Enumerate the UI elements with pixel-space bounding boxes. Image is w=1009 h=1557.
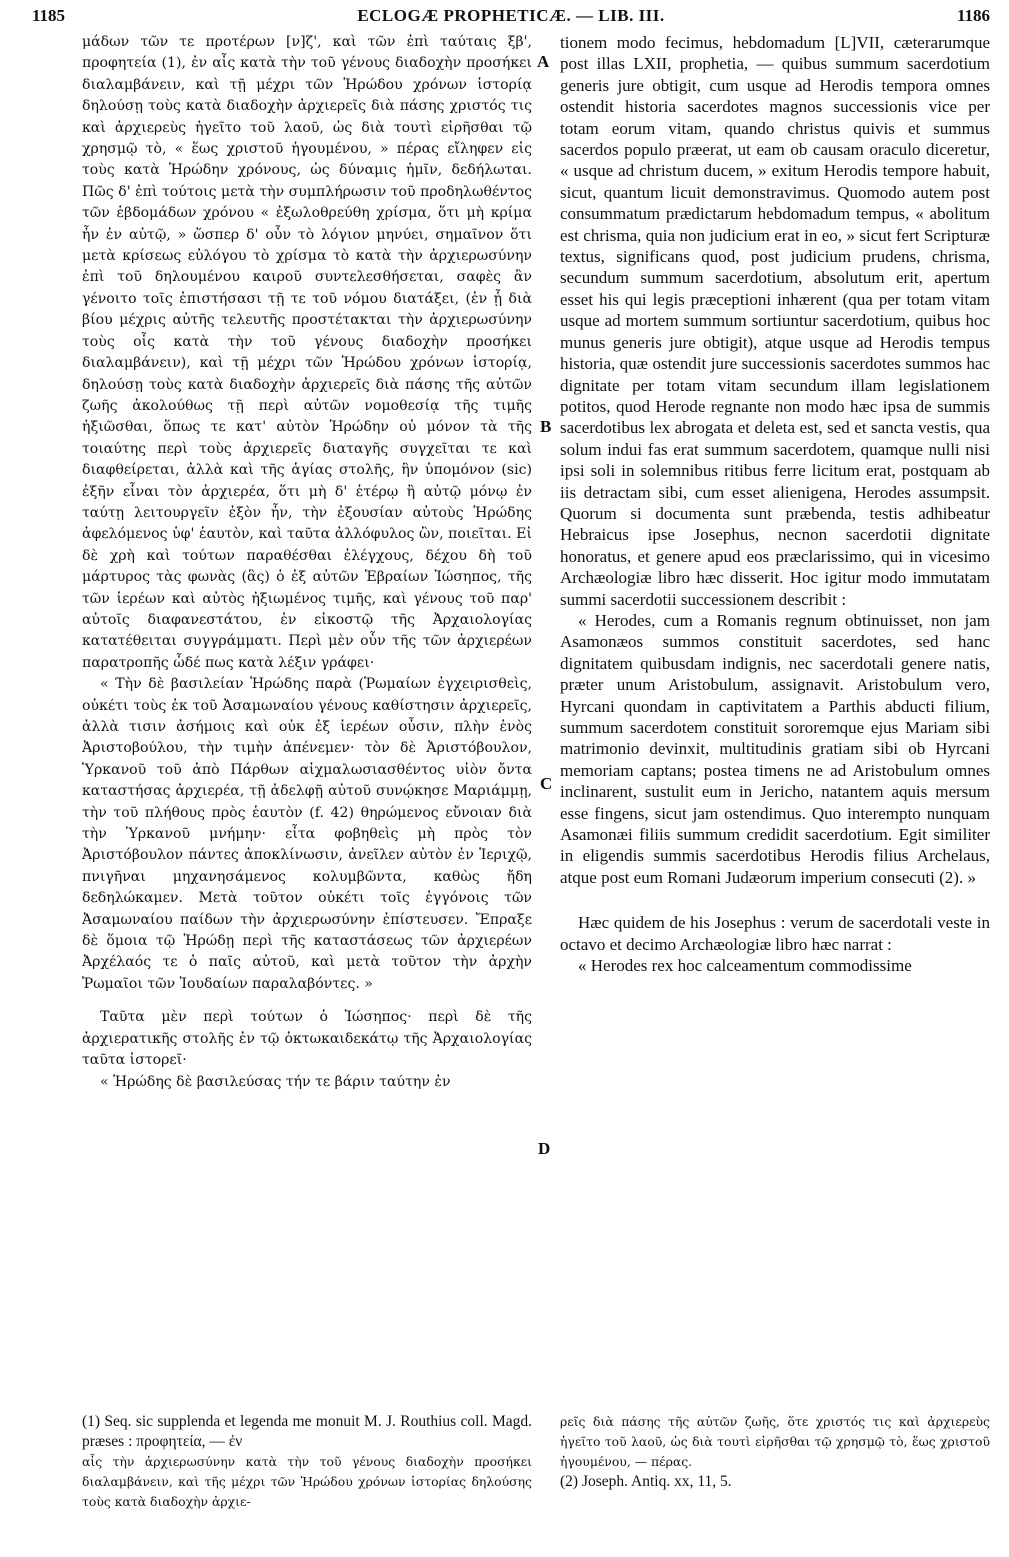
footnote-2-text: (2) Joseph. Antiq. xx, 11, 5. xyxy=(560,1473,732,1490)
greek-paragraph-3: Ταῦτα μὲν περὶ τούτων ὁ Ἰώσηπος· περὶ δὲ τῆς ἀρχιερατικῆς στολῆς ἐν τῷ ὀκτωκαιδεκάτῳ τῆς Ἀρχαιολογίας ταῦτα ἱστορεῖ· xyxy=(82,1009,532,1069)
footnote-1-text: (1) Seq. sic supplenda et legenda me monuit M. J. Routhius coll. Magd. præses : προφητεία, — ἐν xyxy=(82,1413,532,1450)
greek-paragraph-4: « Ἡρώδης δὲ βασιλεύσας τήν τε βάριν ταύτην ἐν xyxy=(100,1073,451,1090)
margin-letter-a: A xyxy=(537,52,550,71)
page-number-right: 1186 xyxy=(956,6,990,25)
page-header xyxy=(32,6,990,30)
running-title: ECLOGÆ PROPHETICÆ. — LIB. III. xyxy=(357,6,665,25)
footnote-left xyxy=(82,1412,532,1512)
margin-letter-d: D xyxy=(538,1139,551,1158)
margin-letter-c: C xyxy=(540,774,553,793)
latin-paragraph-4: « Herodes rex hoc calceamentum commodissime xyxy=(578,956,912,976)
latin-column xyxy=(560,32,990,976)
latin-paragraph-3: Hæc quidem de his Josephus : verum de sacerdotali veste in octavo et decimo Archæologiæ libro hæc narrat : xyxy=(560,913,990,954)
latin-paragraph-2: « Herodes, cum a Romanis regnum obtinuisset, non jam Asamonæos summos constituit sacerdotes, sed hanc dignitatem quibusdam indignis, nec sacerdotali genere natis, præter unum Aristobulum, assignavit. Aristobulum vero, Hyrcani quondam in captivitatem a Parthis abducti filium, summum sacerdotem constituit sororemque ejus Mariam sibi matrimonio devinxit, multitudinis gratiam sibi ob Hyrcani memoriam captans; postea timens ne ad Aristobulum omnes inclinarent, sustulit eum in Jericho, natantem aquis mersum esse fingens, sicut jam ostendimus. Quo interempto nunquam Asamonæi filiis summum credidit sacerdotium. Egit similiter in eligendis summis sacerdotibus Herodis filius Archelaus, atque post eum Romani Judæorum imperium consecuti (2). » xyxy=(560,610,990,887)
page-number-left: 1185 xyxy=(32,6,66,25)
greek-column xyxy=(82,32,532,1093)
greek-paragraph-2: « Τὴν δὲ βασιλείαν Ἡρώδης παρὰ (Ῥωμαίων ἐγχειρισθεὶς, οὐκέτι τοὺς ἐκ τοῦ Ἀσαμωναίου γένους καθίστησιν ἀρχιερεῖς, ἀλλὰ τισιν ἀσήμοις καὶ οὐκ ἐξ ἱερέων οὖσιν, πλὴν ἑνὸς Ἀριστοβούλου, τὴν τιμὴν ἀπένεμεν· τὸν δὲ Ἀριστόβουλον, Ὑρκανοῦ τοῦ ἀπὸ Πάρθων αἰχμαλωσιασθέντος υἱὸν ὄντα καταστήσας ἀρχιερέα, τῇ ἀδελφῇ αὐτοῦ συνῴκησε Μαριάμμῃ, τὴν τοῦ πλήθους πρὸς ἑαυτὸν (f. 42) θηρώμενος εὔνοιαν διὰ τὴν Ὑρκανοῦ μνήμην· εἶτα φοβηθεὶς μὴ πρὸς τὸν Ἀριστόβουλον πάντες ἀποκλίνωσιν, ἀνεῖλεν αὐτὸν ἐν Ἱεριχῷ, πνιγῆναι μηχανησάμενος κολυμβῶντα, καθὼς ἤδη δεδηλώκαμεν. Μετὰ τοῦτον οὐκέτι τοῖς ἐγγόνοις τῶν Ἀσαμωναίου παίδων τὴν ἀρχιερωσύνην ἐπίστευσεν. Ἔπραξε δὲ ὅμοια τῷ Ἡρώδῃ περὶ τῆς καταστάσεως τῶν ἀρχιερέων Ἀρχέλαός τε ὁ παῖς αὐτοῦ, καὶ μετὰ τοῦτον τὴν ἀρχὴν Ῥωμαῖοι τῶν Ἰουδαίων παραλαβόντες. » xyxy=(82,676,532,992)
footnote-1-greek: αἷς τὴν ἀρχιερωσύνην κατὰ τὴν τοῦ γένους διαδοχὴν προσήκει διαλαμβάνειν, καὶ τῆς μέχρι τῶν Ἡρώδου χρόνων ἱστορίας δηλούσης τοὺς κατὰ διαδοχὴν ἀρχιε- xyxy=(82,1454,532,1509)
footnote-1-greek-continued: ρεῖς διὰ πάσης τῆς αὐτῶν ζωῆς, ὅτε χριστός τις καὶ ἀρχιερεὺς ἡγεῖτο τοῦ λαοῦ, ὡς διὰ τουτὶ εἰρῆσθαι τῷ χρησμῷ τὸ, ἕως χριστοῦ ἡγουμένου, — πέρας. xyxy=(560,1414,990,1469)
margin-letter-b: B xyxy=(540,417,552,436)
greek-paragraph-1: μάδων τῶν τε προτέρων [ν]ζ', καὶ τῶν ἐπὶ ταύταις ξβ', προφητεία (1), ἐν αἷς κατὰ τὴν τοῦ γένους διαδοχὴν προσήκει διαλαμβάνειν, καὶ τῇ μέχρι τῶν Ἡρώδου χρόνων ἱστορίᾳ δηλούσῃ τοὺς κατὰ διαδοχὴν ἀρχιερεῖς διὰ πάσης χριστός τις καὶ ἀρχιερεὺς ἡγεῖτο τοῦ λαοῦ, ὡς διὰ τουτὶ εἰρῆσθαι τῷ χρησμῷ τὸ, « ἕως χριστοῦ ἡγουμένου, » πέρας εἴληφεν εἰς τοὺς κατὰ Ἡρώδην χρόνους, ὡς δύναμις ἡμῖν, δεδήλωται. Πῶς δ' ἐπὶ τούτοις μετὰ τὴν συμπλήρωσιν τοῦ προδηλωθέντος τῶν ἑβδομάδων χρόνου « ἐξωλοθρεύθη χρίσμα, ὅτι μὴ κρίμα ἦν ἐν αὐτῷ, » ὥσπερ δ' οὖν τὸ λόγιον μηνύει, σημαῖνον ὅτι μετὰ κρίσεως εὐλόγου τὸ χρίσμα τὸ κατὰ τὴν ἀρχιερωσύνην ἐπὶ τοῦ δηλουμένου καιροῦ συντελεσθήσεται, σαφὲς ἂν γένοιτο τοῖς ἐπιστήσασι τῇ τε τοῦ νόμου διατάξει, (ἐν ᾗ διὰ βίου μέχρις αὐτῆς τελευτῆς προστέτακται τὴν ἀρχιερωσύνην τοὺς οἷς κατὰ τὴν τοῦ γένους διαδοχὴν προσήκει διαλαμβάνειν), καὶ τῇ μέχρι τῶν Ἡρώδου χρόνων ἱστορίᾳ, δηλούσῃ τοὺς κατὰ διαδοχὴν ἀρχιερεῖς διὰ πάσης τῆς αὐτῶν ζωῆς ἀκολούθως τῇ περὶ αὐτῶν νομοθεσίᾳ τῆς τιμῆς ἠξιῶσθαι, ὅπως τε κατ' αὐτὸν Ἡρώδην οὐ μόνον τὰ τῆς τοιαύτης περὶ τοὺς ἀρχιερεῖς διαταγῆς συγχεῖται τε καὶ διαφθείρεται, ἀλλὰ καὶ τῆς ἁγίας στολῆς, ἣν ὑπομόνον (sic) ἐξῆν εἶναι τὸν ἀρχιερέα, ὅτι μὴ δ' ἑτέρῳ ἢ αὐτῷ μόνῳ ἐν ταύτῃ λειτουργεῖν ἐξὸν ἦν, τὴν ἐξουσίαν αὐτοὺς Ἡρώδης ἀφελόμενος ὑφ' ἑαυτὸν, καὶ ταῦτα ἀλλόφυλος ὢν, ποιεῖται. Εἰ δὲ χρὴ καὶ τούτων παραθέσθαι ἐλέγχους, δέχου δὴ τοῦ μάρτυρος τὰς φωνὰς (ἃς) ὁ ἐξ αὐτῶν Ἑβραίων Ἰώσηπος, τῆς τῶν ἱερέων καὶ αὐτὸς ἠξιωμένος τιμῆς, καὶ γένους τοῦ παρ' αὐτοῖς διαφανεστάτου, ἐν εἰκοστῷ τῆς Ἀρχαιολογίας κατατέθειται συγγράμματι. Περὶ μὲν οὖν τῆς τῶν ἀρχιερέων παρατροπῆς ὧδέ πως κατὰ λέξιν γράφει· xyxy=(82,34,532,671)
footnote-right xyxy=(560,1412,990,1492)
latin-paragraph-1: tionem modo fecimus, hebdomadum [L]VII, cæterarumque post illas LXII, prophetia, — quibus summum sacerdotium generis jure obtigit, cum usque ad Herodis tempora omnes ostendit historia sacerdotes magnos successionis vice per totam eorum vitam, quando christus quivis et summus sacerdos populo præerat, ut eam ob causam oraculo diceretur, « usque ad christum ducem, » exitum Herodis tempore habuit, sicut, quantum licuit demonstravimus. Quomodo autem post consummatum prædictarum hebdomadum tempus, « abolitum est chrisma, quia non judicium erat in eo, » sicut fert Scripturæ textus, significans quod, post judicium prudens, chrisma, secundum summum sacerdotium, absolutum erit, apertum esset his qui legis præceptioni inhærent (qua per totam vitam usque ad mortem summum sortiuntur sacerdotium, quibus hoc munus generis jure obtigit), atque usque ad Herodis tempus historia, quæ ostendit jure successionis sacerdotes summos hac dignitate per totam vitam secundum illam legislationem potitos, quod Herode regnante non modo hæc ipsa de summis sacerdotibus lex abrogata et deleta est, sed et sancta vestis, qua solum indui fas erat summum sacerdotem, quamque nulli nisi ipsi soli in solemnibus ritibus ferre licitum erat, postquam ab iis detractam sibi, cum esset alienigena, Herodes assumpsit. Quorum si documenta sunt præbenda, testis adhibeatur Hebraicus ipse Josephus, necnon sacerdotii dignitate honoratus, et genere apud eos præclarissimo, qui in vicesimo Archæologiæ libro hæc disserit. Hoc igitur modo immutatam summi sacerdotii successionem describit : xyxy=(560,33,990,609)
